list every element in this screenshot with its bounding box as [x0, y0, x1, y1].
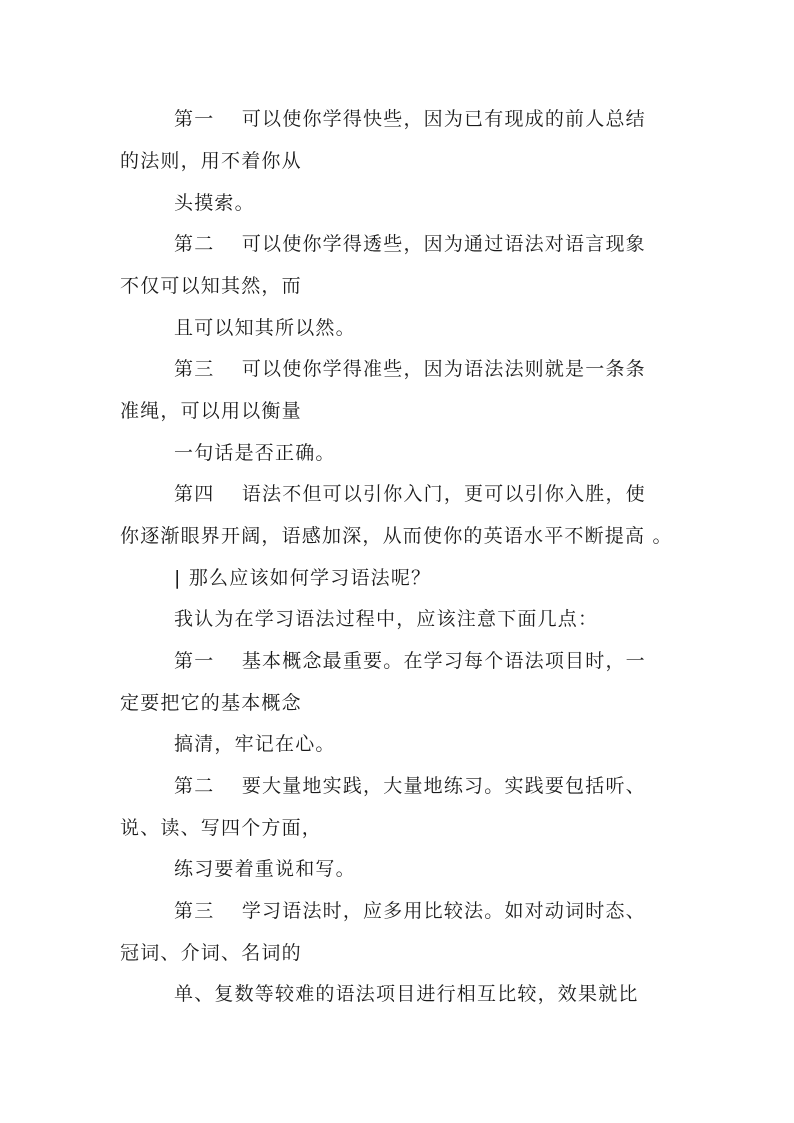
- text-line: 第二 可以使你学得透些，因为通过语法对语言现象: [174, 233, 646, 255]
- text-line: 第二 要大量地实践，大量地练习。实践要包括听、: [174, 775, 646, 797]
- text-line: 定要把它的基本概念: [120, 692, 302, 714]
- text-line: 的法则，用不着你从: [120, 150, 302, 172]
- text-line: 第三 可以使你学得准些，因为语法法则就是一条条: [174, 358, 646, 380]
- text-line: 练习要着重说和写。: [174, 858, 356, 880]
- text-line: 第四 语法不但可以引你入门，更可以引你入胜，使: [174, 483, 646, 505]
- text-line: 冠词、介词、名词的: [120, 942, 302, 964]
- text-line: 第一 可以使你学得快些，因为已有现成的前人总结: [174, 108, 646, 130]
- text-line: 且可以知其所以然。: [174, 317, 356, 339]
- text-line: 你逐渐眼界开阔，语感加深，从而使你的英语水平不断提高 。: [120, 525, 673, 547]
- text-line: 第一 基本概念最重要。在学习每个语法项目时，一: [174, 650, 646, 672]
- text-line: 第三 学习语法时，应多用比较法。如对动词时态、: [174, 900, 646, 922]
- text-line: 说、读、写四个方面，: [120, 817, 323, 839]
- text-line: 搞清，牢记在心。: [174, 733, 336, 755]
- text-line: 一句话是否正确。: [174, 442, 336, 464]
- text-line: 头摸索。: [174, 192, 255, 214]
- text-line: 我认为在学习语法过程中，应该注意下面几点：: [174, 608, 599, 630]
- text-line: | 那么应该如何学习语法呢？: [174, 567, 432, 589]
- text-line: 不仅可以知其然，而: [120, 275, 302, 297]
- text-line: 准绳，可以用以衡量: [120, 400, 302, 422]
- text-line: 单、复数等较难的语法项目进行相互比较，效果就比: [174, 983, 639, 1005]
